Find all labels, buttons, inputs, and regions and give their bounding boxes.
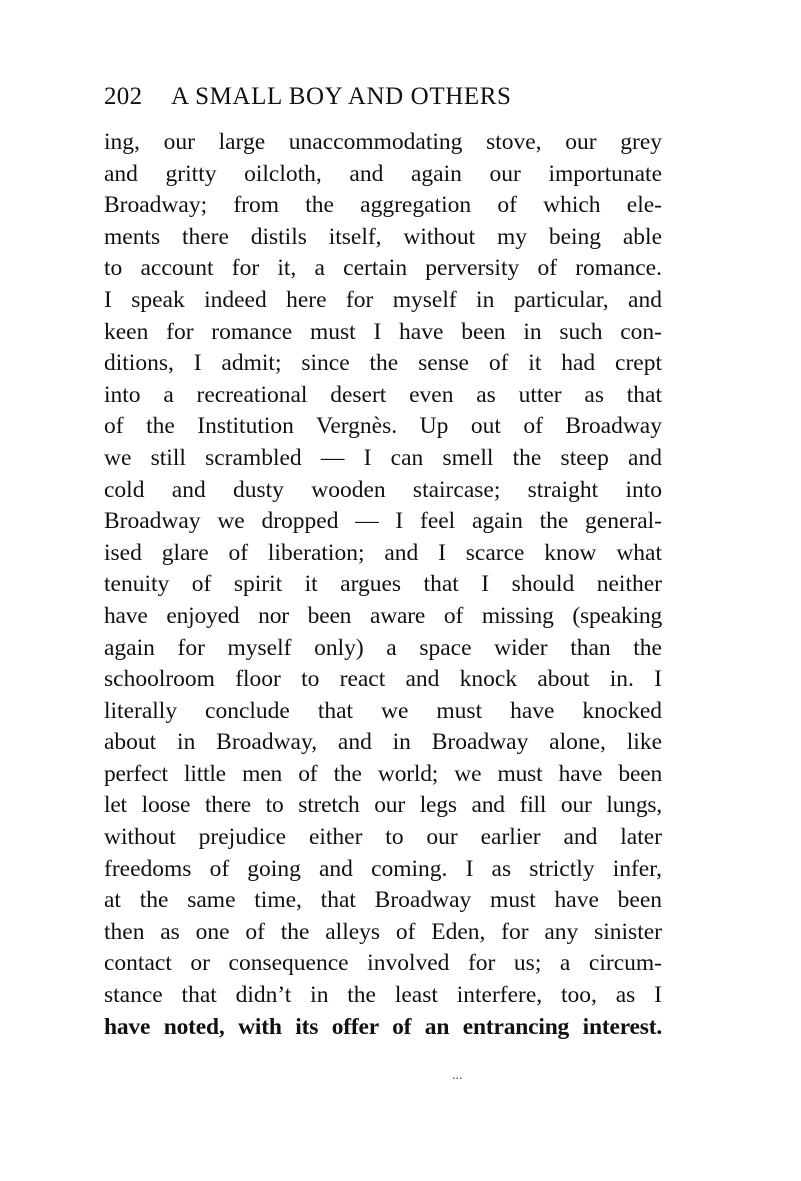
text-line: to account for it, a certain perversity of romance.	[104, 255, 662, 282]
text-line: into a recreational desert even as utter as that	[104, 381, 662, 408]
page-mark: ...	[452, 1068, 463, 1083]
text-line: keen for romance must I have been in such con-	[104, 318, 662, 345]
text-line: ised glare of liberation; and I scarce know what	[104, 539, 662, 566]
body-text	[104, 127, 662, 1043]
text-line: perfect little men of the world; we must have been	[104, 760, 662, 787]
text-line: Broadway we dropped — I feel again the general-	[104, 508, 662, 535]
text-line: without prejudice either to our earlier and later	[104, 824, 662, 851]
text-line: I speak indeed here for myself in particular, and	[104, 286, 662, 313]
text-line: ing, our large unaccommodating stove, our grey	[104, 129, 662, 155]
text-line: contact or consequence involved for us; a circum-	[104, 950, 662, 977]
text-line: have enjoyed nor been aware of missing (speaking	[104, 602, 662, 629]
text-line: then as one of the alleys of Eden, for any sinister	[104, 918, 662, 945]
running-head	[104, 80, 664, 114]
text-line: again for myself only) a space wider than the	[104, 634, 662, 661]
text-line: have noted, with its offer of an entrancing interest.	[104, 1013, 662, 1040]
text-line: and gritty oilcloth, and again our importunate	[104, 160, 662, 187]
text-line: schoolroom floor to react and knock about in. I	[104, 666, 662, 693]
text-line: tenuity of spirit it argues that I should neither	[104, 571, 662, 598]
text-line: ditions, I admit; since the sense of it had crept	[104, 350, 662, 377]
text-line: literally conclude that we must have knocked	[104, 697, 662, 724]
text-line: ments there distils itself, without my being able	[104, 223, 662, 250]
text-line: Broadway; from the aggregation of which ele-	[104, 192, 662, 219]
text-line: cold and dusty wooden staircase; straight into	[104, 476, 662, 503]
text-line: let loose there to stretch our legs and fill our lungs,	[104, 792, 662, 819]
text-line: freedoms of going and coming. I as strictly infer,	[104, 855, 662, 882]
text-line: at the same time, that Broadway must have been	[104, 887, 662, 914]
text-line: stance that didn’t in the least interfere, too, as I	[104, 982, 662, 1009]
book-title: A SMALL BOY AND OTHERS	[170, 83, 512, 110]
page-number: 202	[104, 83, 143, 110]
text-line: we still scrambled — I can smell the steep and	[104, 444, 662, 471]
text-line: about in Broadway, and in Broadway alone, like	[104, 729, 662, 756]
text-line: of the Institution Vergnès. Up out of Broadway	[104, 413, 662, 440]
